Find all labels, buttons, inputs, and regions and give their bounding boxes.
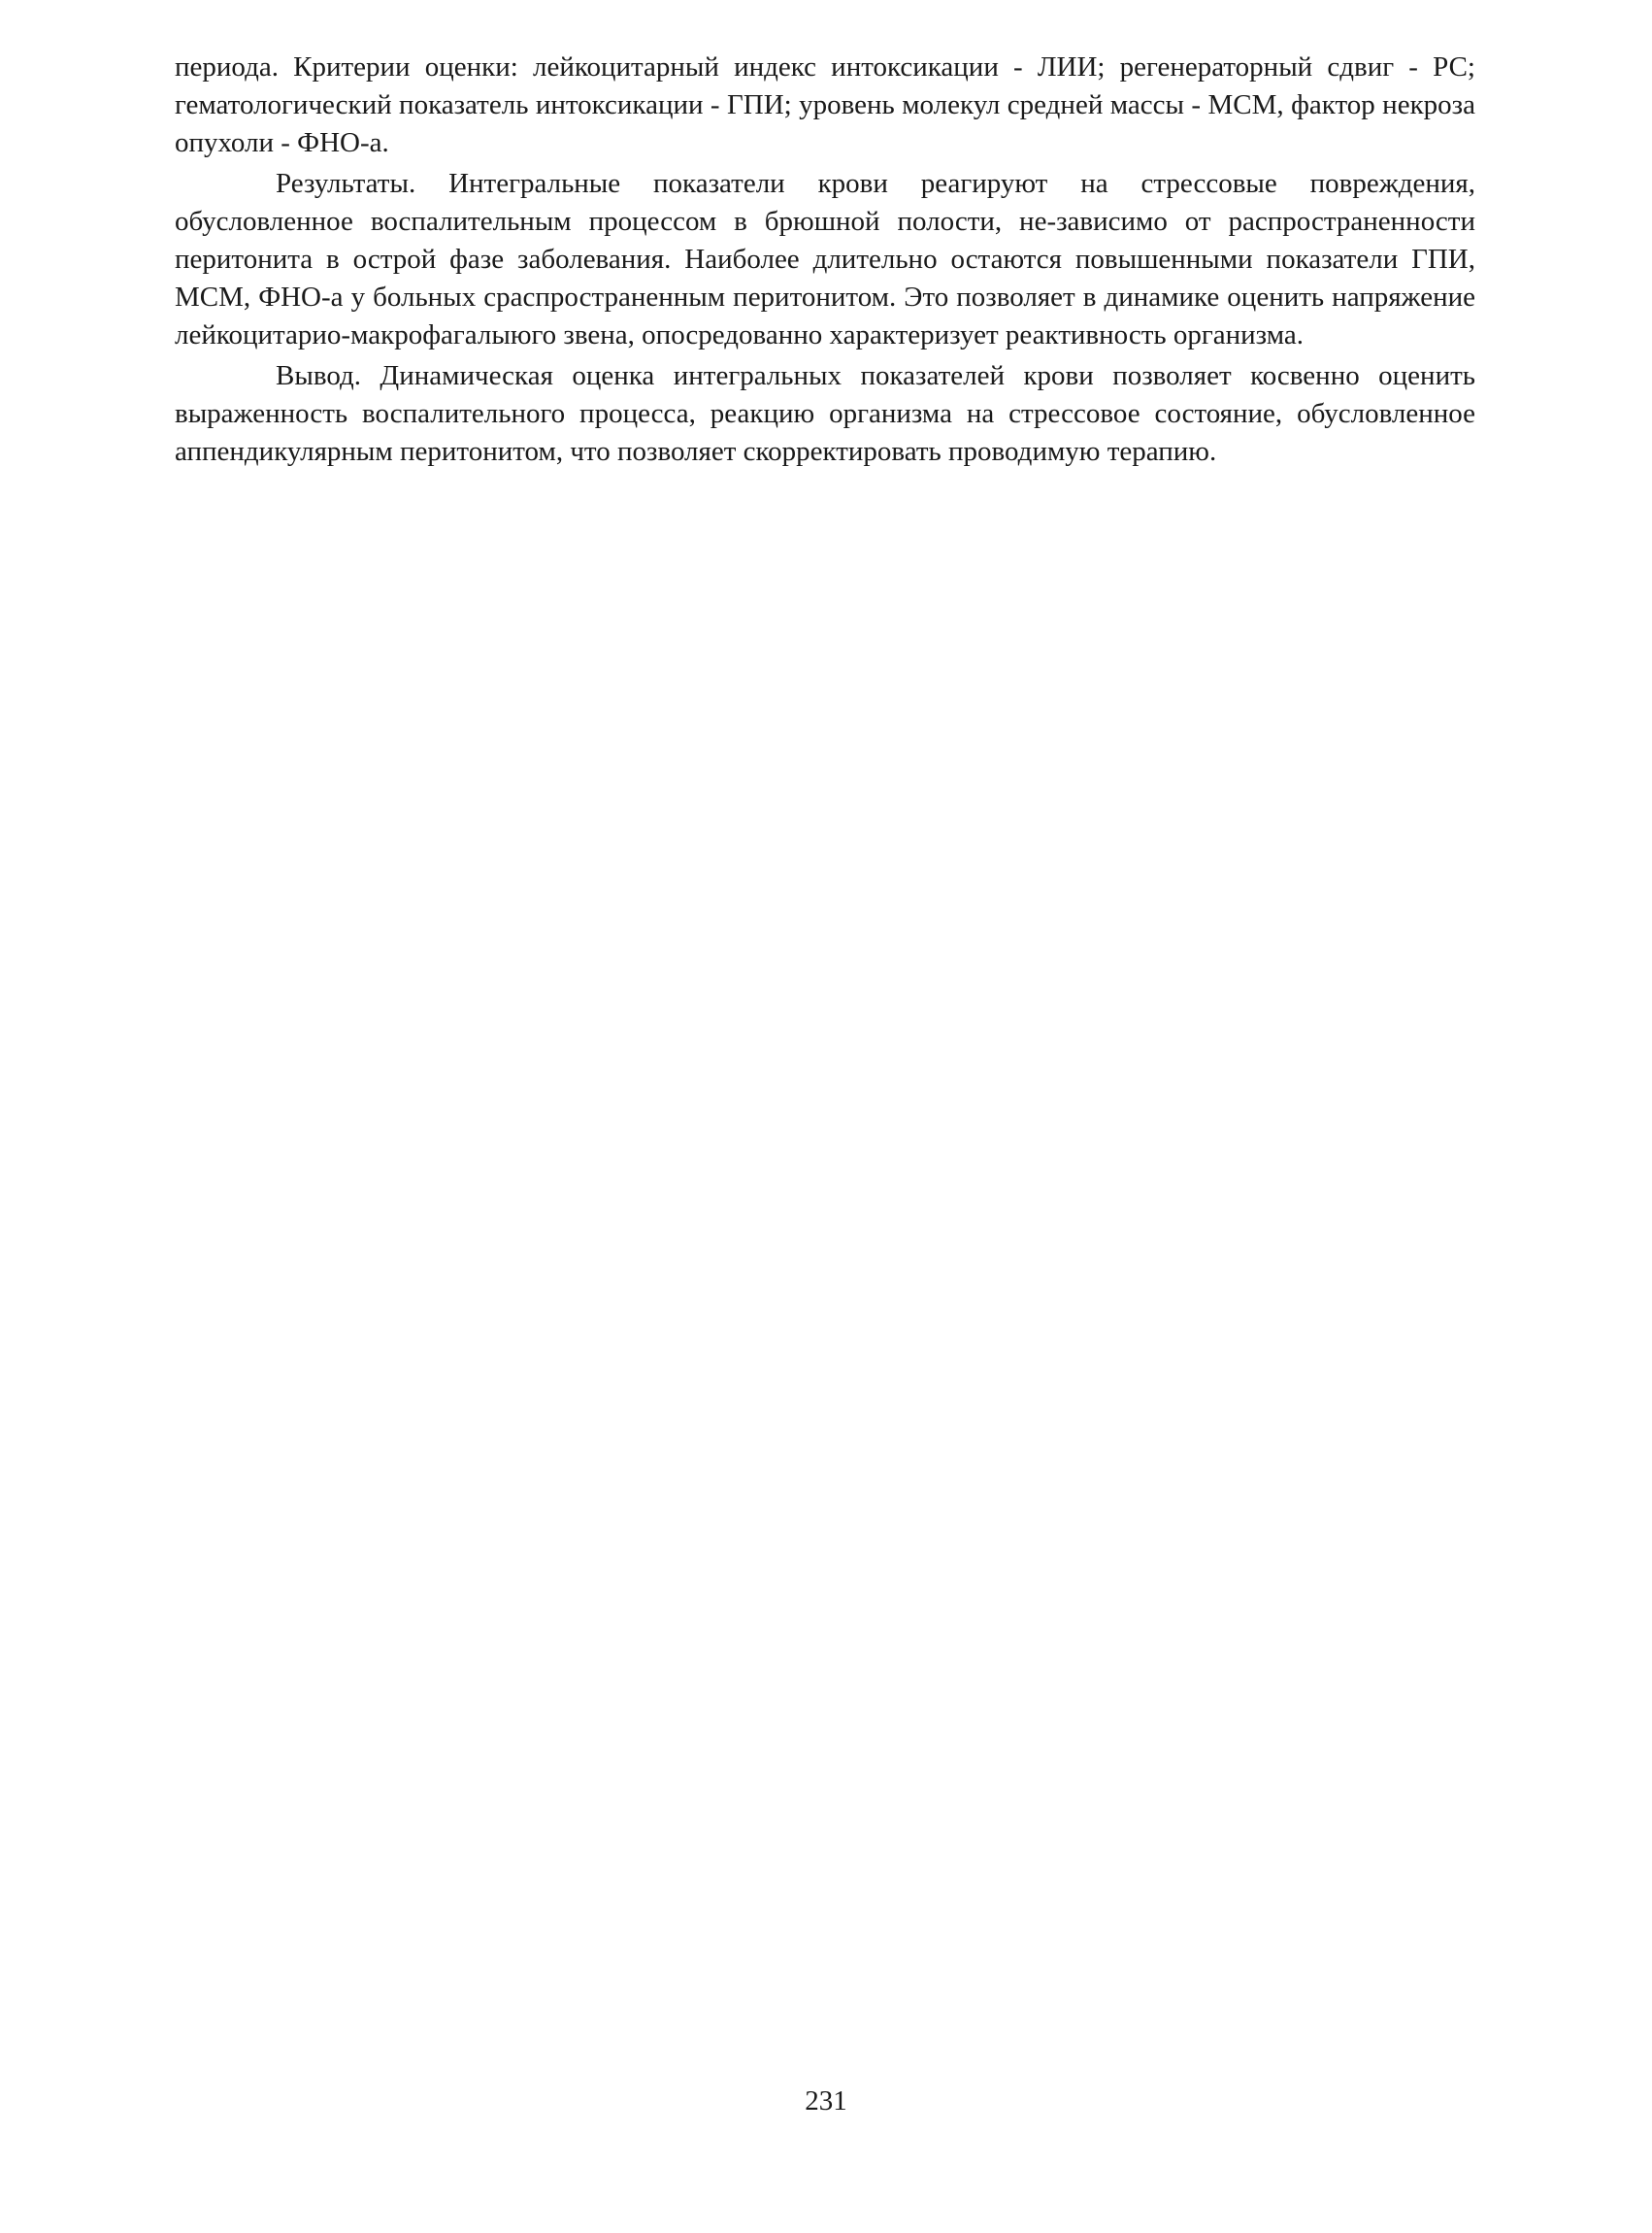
page-body	[175, 49, 1475, 474]
paragraph-criteria: периода. Критерии оценки: лейкоцитарный индекс интоксикации - ЛИИ; регенераторный сдвиг - РС; гематологический показатель интоксикации - ГПИ; уровень молекул средней массы - МСМ, фактор некроза опухоли - ФНО-а.	[175, 51, 1475, 158]
paragraph-results: Результаты. Интегральные показатели крови реагируют на стрессовые повреждения, обусловленное воспалительным процессом в брюшной полости, не-зависимо от распространенности перитонита в острой фазе заболевания. Наиболее длительно остаются повышенными показатели ГПИ, МСМ, ФНО-а у больных сраспространенным перитонитом. Это позволяет в динамике оценить напряжение лейкоцитарио-макрофагалыюго звена, опосредованно характеризует реактивность организма.	[175, 168, 1475, 350]
page-number: 231	[805, 2085, 847, 2116]
paragraph-conclusion: Вывод. Динамическая оценка интегральных показателей крови позволяет косвенно оценить выраженность воспалительного процесса, реакцию организма на стрессовое состояние, обусловленное аппендикулярным перитонитом, что позволяет скорректировать проводимую терапию.	[175, 360, 1475, 467]
